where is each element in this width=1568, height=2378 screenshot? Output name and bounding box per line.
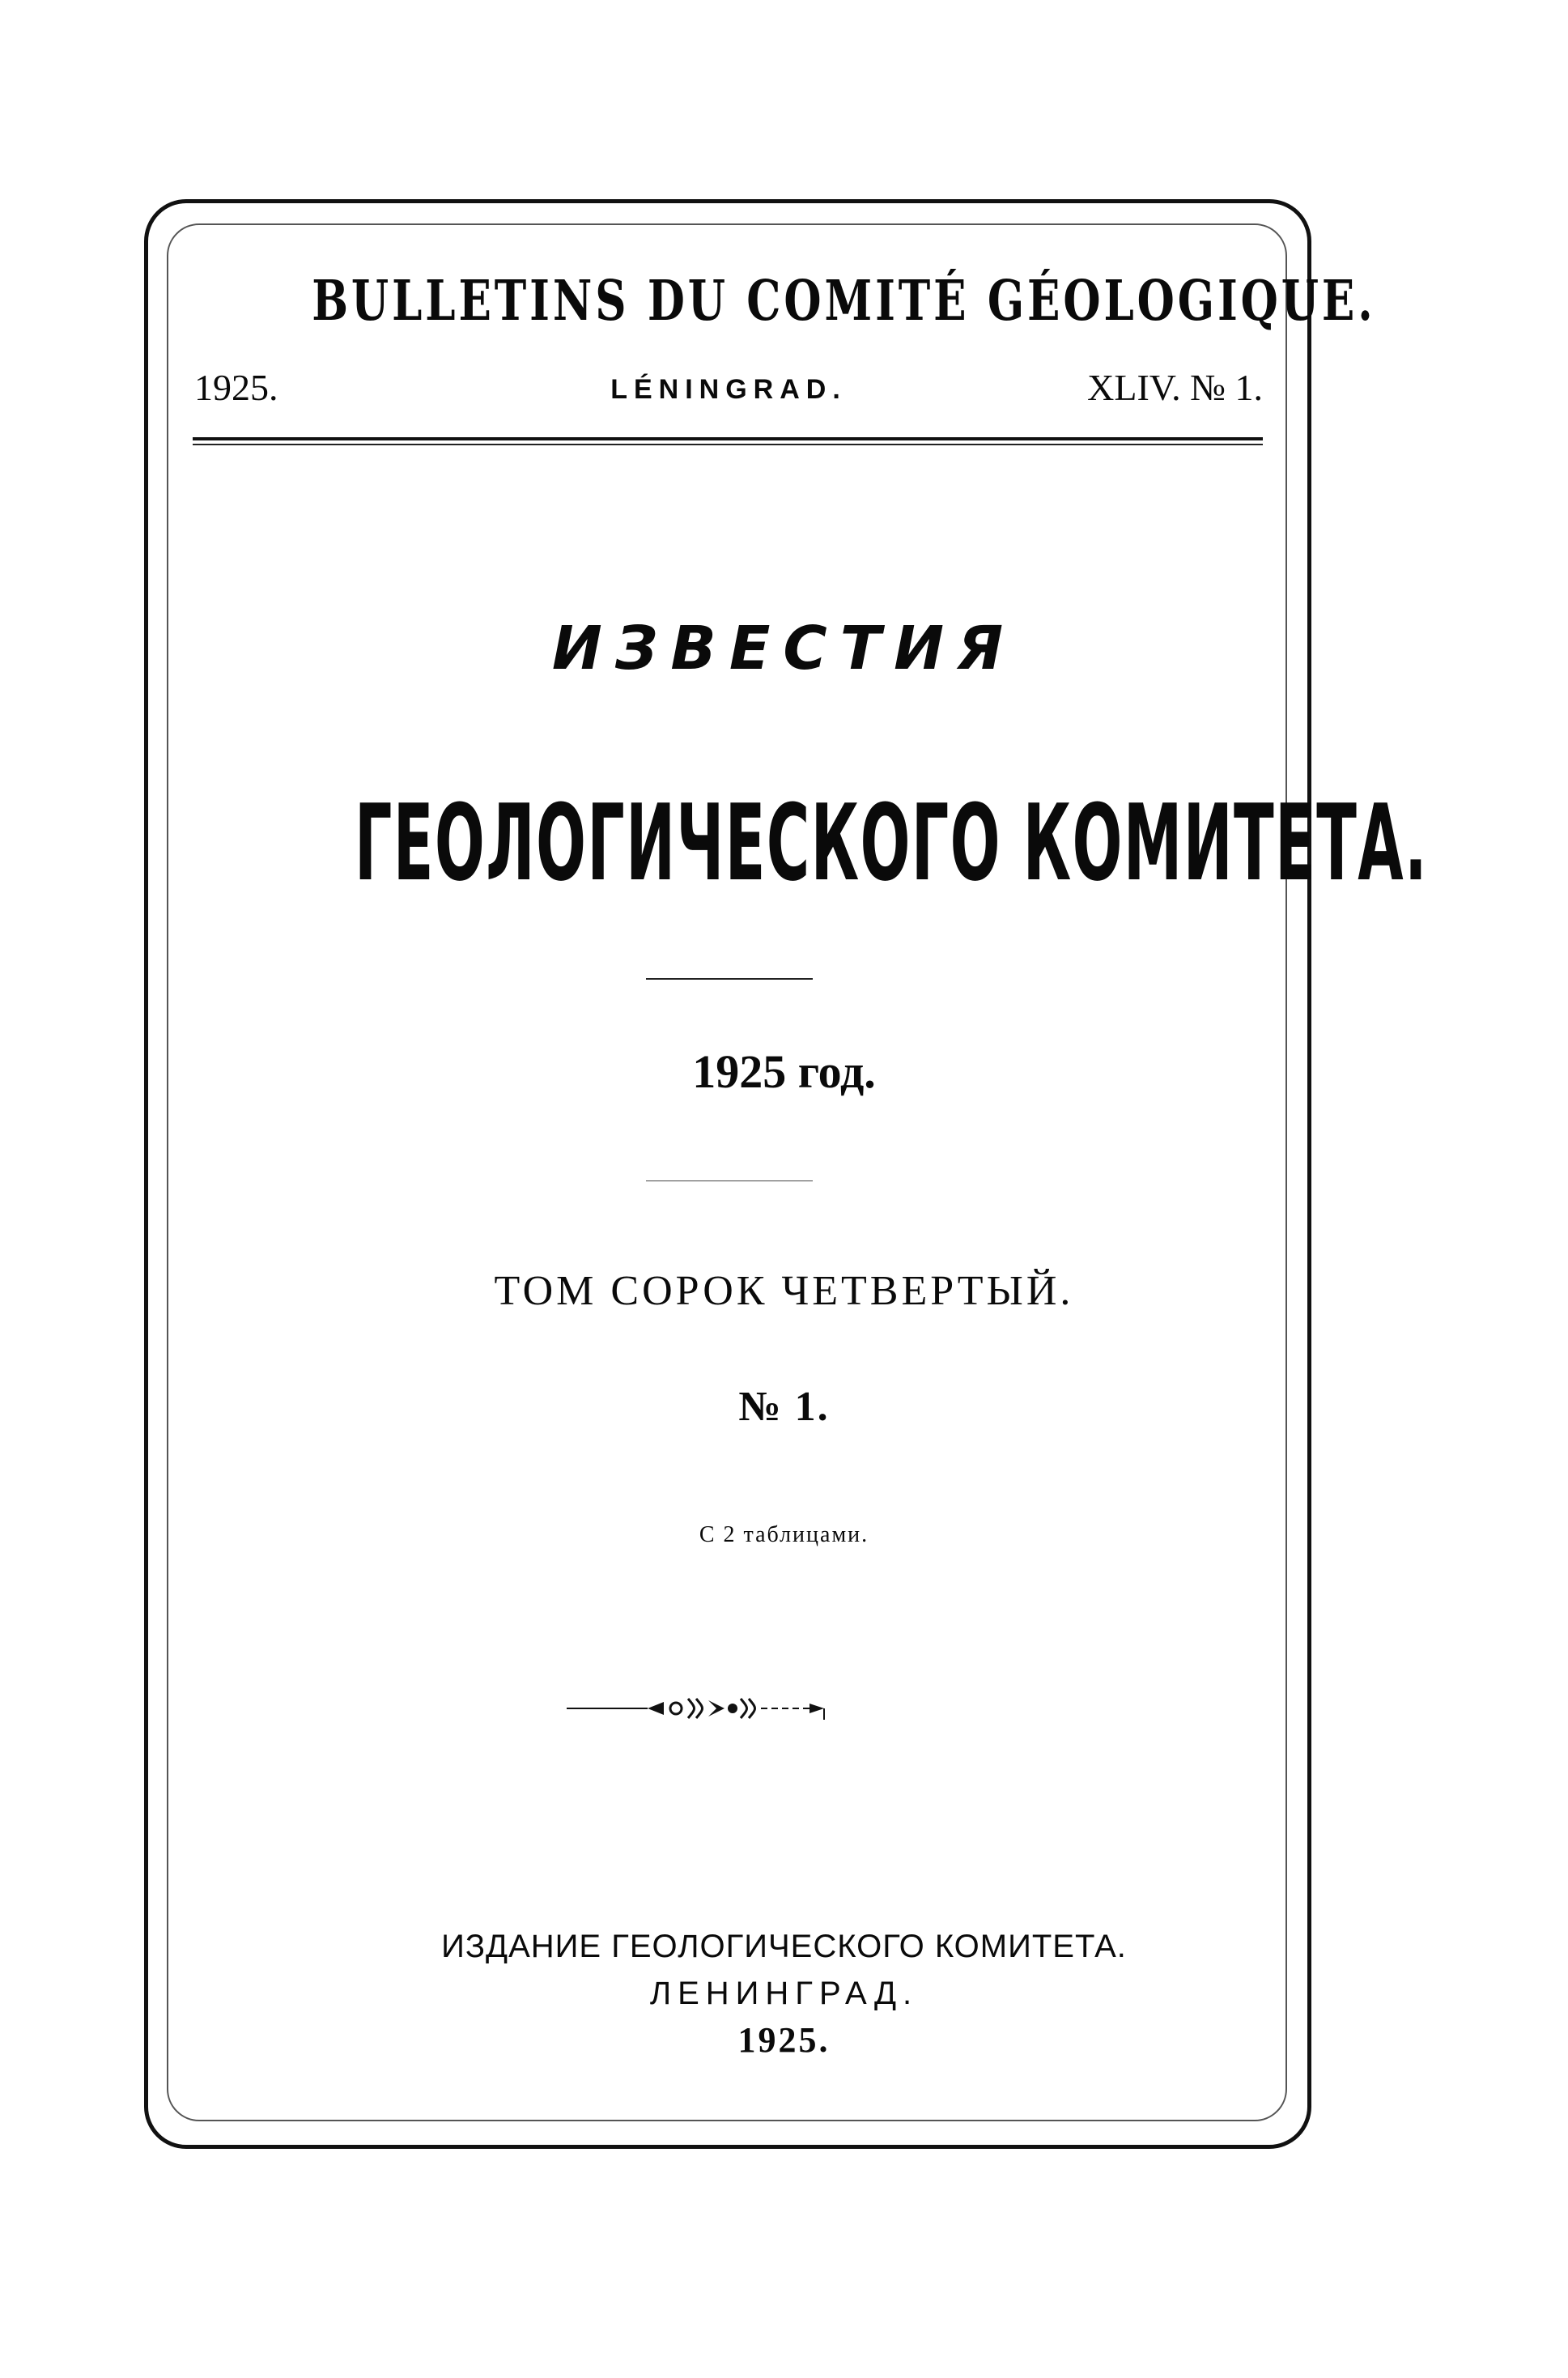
divider-rule-2	[646, 1180, 813, 1181]
issue-number: № 1.	[738, 1384, 830, 1430]
divider-rule-1	[646, 978, 813, 980]
publisher-year: 1925.	[737, 2020, 831, 2060]
tables-note: С 2 таблицами.	[699, 1522, 869, 1547]
header-double-rule	[193, 437, 1263, 445]
ornament-icon	[567, 1692, 834, 1725]
volume-line: ТОМ СОРОК ЧЕТВЕРТЫЙ.	[494, 1268, 1074, 1314]
header-volume: XLIV. № 1.	[1087, 367, 1263, 408]
publisher-line: ИЗДАНИЕ ГЕОЛОГИЧЕСКОГО КОМИТЕТА.	[441, 1929, 1127, 1964]
header-row	[194, 366, 1263, 415]
header-city: LÉNINGRAD.	[610, 374, 847, 405]
french-title: BULLETINS DU COMITÉ GÉOLOGIQUE.	[312, 269, 1376, 334]
issue-year: 1925 год.	[692, 1045, 876, 1098]
header-year: 1925.	[194, 367, 278, 408]
page-border-inner	[167, 223, 1429, 2121]
publisher-city: ЛЕНИНГРАД.	[649, 1976, 919, 2011]
title-committee: ГЕОЛОГИЧЕСКОГО КОМИТЕТА.	[355, 781, 1429, 905]
title-izvestiya: ИЗВЕСТИЯ	[551, 614, 1017, 683]
